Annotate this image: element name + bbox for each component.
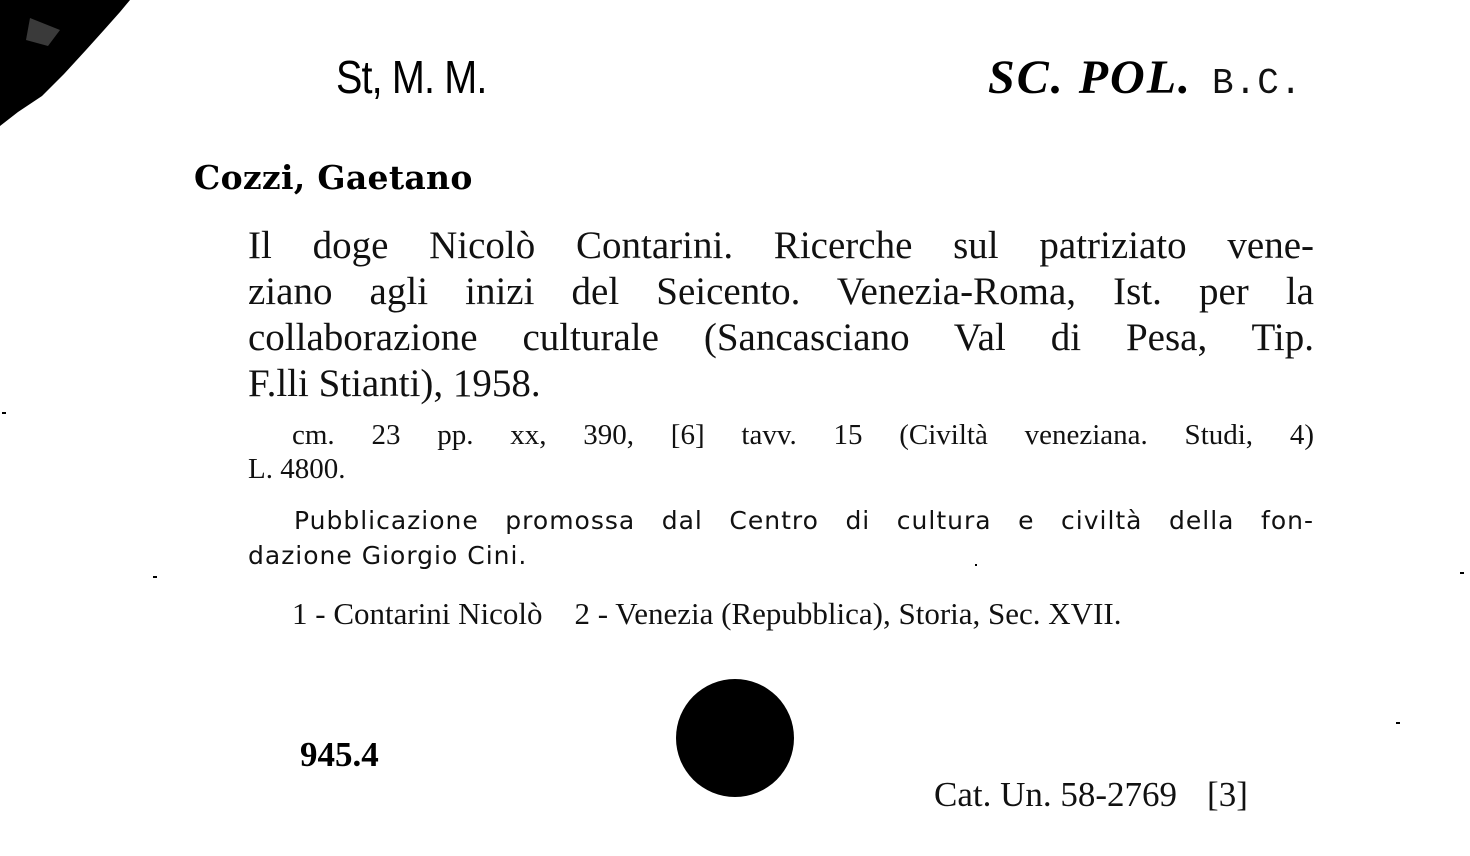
title-description bbox=[248, 223, 1314, 407]
note-line: Pubblicazione promossa dal Centro di cultura e civiltà della fon- bbox=[294, 506, 1314, 535]
subject-entry: 1 - Contarini Nicolò bbox=[292, 596, 543, 631]
collation bbox=[248, 418, 1314, 486]
typed-bc: B.C. bbox=[1212, 63, 1303, 104]
note-line: dazione Giorgio Cini. bbox=[248, 541, 528, 570]
author-heading: Cozzi, Gaetano bbox=[194, 158, 473, 197]
catalog-number bbox=[934, 775, 1248, 815]
header-collection-mark: St, M. M. bbox=[336, 51, 487, 103]
punch-hole bbox=[676, 679, 794, 797]
title-line: F.lli Stianti), 1958. bbox=[248, 362, 541, 405]
title-line: Il doge Nicolò Contarini. Ricerche sul patriziato vene- bbox=[248, 224, 1314, 267]
cat-un-bracket: [3] bbox=[1207, 775, 1248, 814]
publication-note bbox=[248, 503, 1314, 573]
subject-entry: 2 - Venezia (Repubblica), Storia, Sec. XVII. bbox=[574, 596, 1122, 631]
collation-physical: cm. 23 pp. xx, 390, [6] tavv. 15 (Civiltà veneziana. Studi, 4) bbox=[292, 419, 1314, 451]
cat-un-number: Cat. Un. 58-2769 bbox=[934, 775, 1178, 814]
speck-mark bbox=[975, 564, 977, 566]
title-line: ziano agli inizi del Seicento. Venezia-Roma, Ist. per la bbox=[248, 270, 1314, 313]
speck-mark bbox=[1460, 572, 1464, 574]
header-location-stamp bbox=[988, 50, 1302, 105]
subject-tracings bbox=[292, 596, 1314, 632]
classification-number: 945.4 bbox=[300, 735, 379, 774]
torn-corner-mark bbox=[0, 0, 132, 130]
collation-price: L. 4800. bbox=[248, 453, 346, 485]
speck-mark bbox=[2, 412, 6, 414]
title-line: collaborazione culturale (Sancasciano Val di Pesa, Tip. bbox=[248, 316, 1314, 359]
speck-mark bbox=[1396, 722, 1400, 724]
stamp-sc-pol: SC. POL. bbox=[988, 51, 1193, 104]
speck-mark bbox=[153, 576, 157, 578]
